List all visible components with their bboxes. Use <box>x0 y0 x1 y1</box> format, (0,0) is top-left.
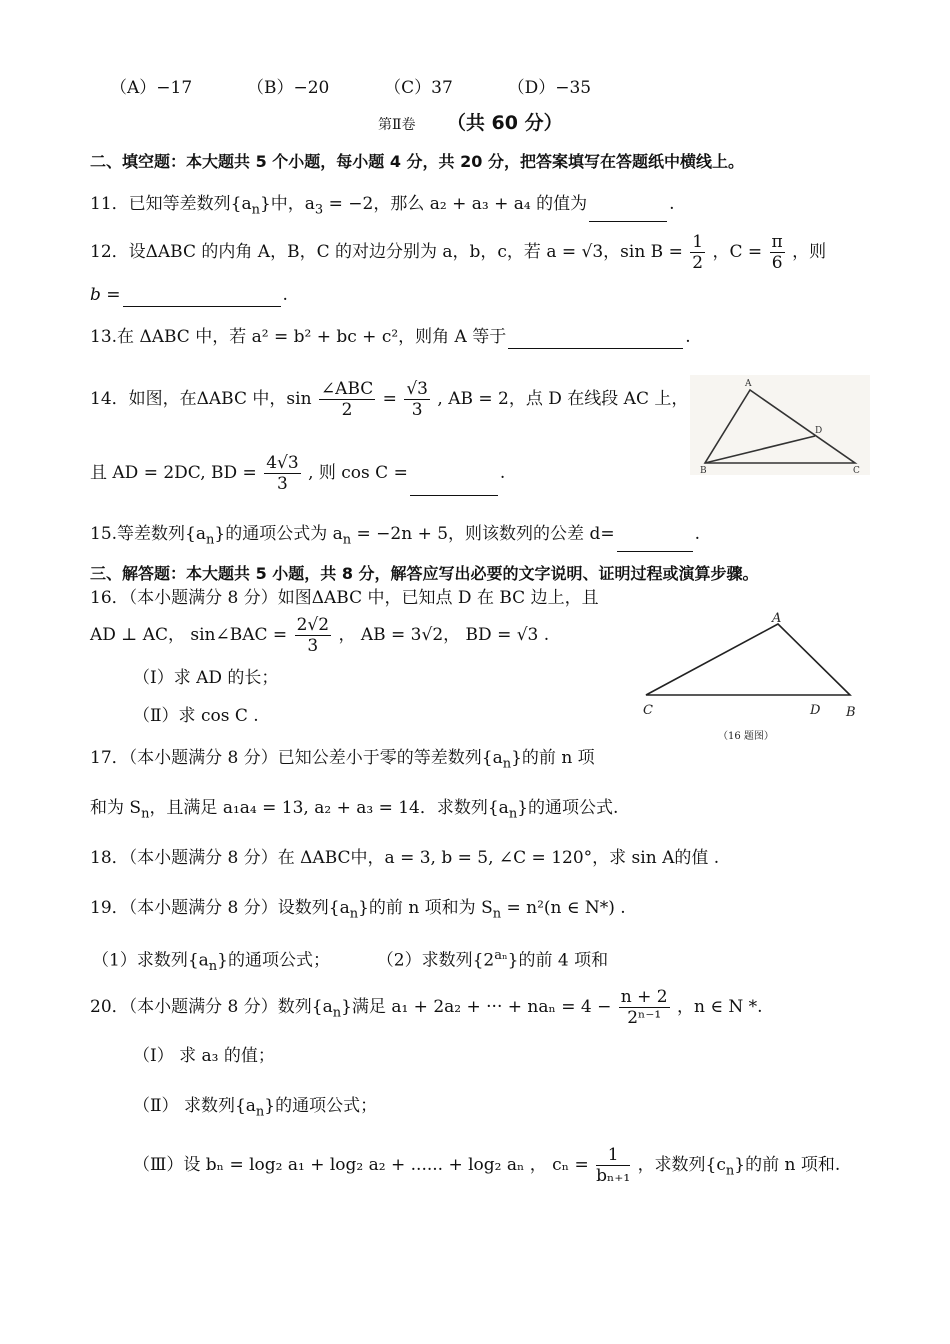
q20-part2-line <box>133 1094 377 1124</box>
q16-part2: （Ⅱ）求 cos C . <box>133 706 259 726</box>
q20-sub-3: n <box>725 1163 735 1179</box>
q20-part3-frac-den: bₙ₊₁ <box>596 1166 631 1186</box>
q13-text: 13.在 ΔABC 中，若 a² = b² + bc + c²，则角 A 等于 <box>90 327 507 347</box>
q12-end: . <box>282 285 288 305</box>
q17-sub-3: n <box>508 806 518 822</box>
q20-part3-c: }的前 n 项和. <box>734 1155 841 1175</box>
q10-options <box>110 76 591 100</box>
q20-frac <box>619 987 670 1028</box>
q14-label-a: A <box>745 379 752 389</box>
q20-line1: 20．（本小题满分 8 分）数列{a <box>90 997 333 1017</box>
q17-line1: 17．（本小题满分 8 分）已知公差小于零的等差数列{a <box>90 748 503 768</box>
q12-text-b: ，C = <box>712 242 763 262</box>
q17-sub: n <box>502 756 512 772</box>
question-13 <box>90 325 691 349</box>
q12-frac-2 <box>770 232 785 273</box>
q11-sub: n <box>251 202 260 218</box>
question-11 <box>90 192 674 222</box>
q19-sub-2: n <box>492 906 502 922</box>
q14-eq: = <box>382 389 397 409</box>
q14-end: . <box>499 463 506 483</box>
volume-points: （共 60 分） <box>446 112 563 134</box>
q17-sub-2: n <box>141 806 150 822</box>
q14-frac-1 <box>319 379 375 420</box>
q13-answer-blank[interactable] <box>508 330 683 349</box>
q14-label-c: C <box>853 466 860 475</box>
q20-part3: （Ⅲ）设 bₙ = log₂ a₁ + log₂ a₂ + ...... + log₂ aₙ ， cₙ = <box>133 1155 589 1175</box>
q14-frac-3 <box>264 453 300 494</box>
q20-part2: （Ⅱ） 求数列{a <box>133 1096 256 1116</box>
q16-triangle <box>646 624 850 695</box>
q14-line2: 且 AD = 2DC, BD = <box>90 463 257 483</box>
q12-frac1-den: 2 <box>692 253 704 273</box>
q16-frac-den: 3 <box>307 636 319 656</box>
q19-part2-exp: aₙ <box>494 948 508 963</box>
q12-answer-blank[interactable] <box>123 288 281 307</box>
q12-line2: b = <box>90 285 121 305</box>
q15-sub: n <box>206 532 215 548</box>
q14-frac2-num: √3 <box>406 379 428 399</box>
q14-frac2-den: 3 <box>411 400 423 420</box>
q20-sub-2: n <box>255 1104 265 1120</box>
q12-frac1-num: 1 <box>692 232 704 252</box>
volume-label: 第Ⅱ卷 <box>378 117 416 133</box>
option-c: （C）37 <box>384 78 453 98</box>
q16-line2-b: ， AB = 3√2， BD = √3 . <box>338 625 550 645</box>
q14-text: 14．如图，在ΔABC 中，sin <box>90 389 312 409</box>
q14-text-b: , AB = 2，点 D 在线段 AC 上， <box>437 389 689 409</box>
q19-line1-c: = n²(n ∈ N*) . <box>501 898 626 918</box>
q17-line1-b: }的前 n 项 <box>511 748 595 768</box>
q15-sub-2: n <box>342 532 352 548</box>
q16-frac <box>295 615 331 656</box>
question-18: 18．（本小题满分 8 分）在 ΔABC中，a = 3, b = 5, ∠C = 120°，求 sin A的值 . <box>90 848 720 868</box>
q13-end: . <box>685 327 691 347</box>
volume-title <box>378 111 563 137</box>
question-14 <box>90 376 688 422</box>
q11-answer-blank[interactable] <box>589 203 667 222</box>
q12-frac2-num: π <box>771 232 783 252</box>
q20-part2-b: }的通项公式； <box>264 1096 378 1116</box>
q20-part3-line <box>133 1142 840 1194</box>
q17-line2-c: }的通项公式. <box>517 798 619 818</box>
q11-text: 11．已知等差数列{a <box>90 194 252 214</box>
q16-label-a: A <box>772 612 782 626</box>
option-a: （A）−17 <box>110 78 193 98</box>
q16-caption: （16 题图） <box>718 731 774 742</box>
section2-title: 二、填空题：本大题共 5 个小题，每小题 4 分，共 20 分，把答案填写在答题纸中横线上。 <box>90 152 744 171</box>
q19-sub: n <box>349 906 359 922</box>
q19-part1-b: }的通项公式； <box>217 950 330 971</box>
q20-part3-frac <box>596 1145 630 1186</box>
option-b: （B）−20 <box>246 78 330 98</box>
q20-line1-b: }满足 a₁ + 2a₂ + ··· + naₙ = 4 − <box>341 997 612 1017</box>
q14-frac3-num: 4√3 <box>266 453 299 473</box>
q20-sub: n <box>332 1005 342 1021</box>
q16-triangle-figure <box>638 612 868 742</box>
q20-frac-den: 2ⁿ⁻¹ <box>627 1008 662 1028</box>
q20-part1: （Ⅰ） 求 a₃ 的值； <box>133 1046 275 1066</box>
q14-frac-2 <box>404 379 430 420</box>
question-14-line2 <box>90 450 505 496</box>
q16-label-d: D <box>810 703 821 718</box>
question-12-line2 <box>90 283 288 307</box>
q19-part1: （1）求数列{a <box>92 950 209 971</box>
q16-label-b: B <box>846 705 856 720</box>
q17-line2: 和为 S <box>90 798 142 818</box>
q16-frac-num: 2√2 <box>296 615 330 635</box>
q17-line2-b: ，且满足 a₁a₄ = 13, a₂ + a₃ = 14．求数列{a <box>149 798 509 818</box>
question-19-parts <box>92 944 608 979</box>
q20-line1-c: ，n ∈ N *. <box>677 997 763 1017</box>
q20-part3-b: ，求数列{c <box>637 1155 726 1175</box>
option-d: （D）−35 <box>507 78 592 98</box>
q11-text-c: = −2，那么 a₂ + a₃ + a₄ 的值为 <box>323 194 588 214</box>
question-12 <box>90 232 826 273</box>
q14-frac3-den: 3 <box>277 474 288 494</box>
q14-label-b: B <box>700 466 707 475</box>
q14-line2-b: , 则 cos C = <box>308 463 408 483</box>
q11-end: . <box>669 194 675 214</box>
q19-line1-b: }的前 n 项和为 S <box>358 898 493 918</box>
q15-answer-blank[interactable] <box>617 533 693 552</box>
q19-sub-3: n <box>208 959 218 975</box>
question-20 <box>90 985 763 1035</box>
question-17 <box>90 746 595 776</box>
q14-frac1-den: 2 <box>341 400 353 420</box>
section3-title: 三、解答题：本大题共 5 小题，共 8 分，解答应写出必要的文字说明、证明过程或演算步骤。 <box>90 564 759 583</box>
q14-answer-blank[interactable] <box>410 477 498 496</box>
q14-label-d: D <box>815 426 823 436</box>
q14-frac1-num: ∠ABC <box>320 379 374 399</box>
q15-text: 15.等差数列{a <box>90 524 206 544</box>
question-16: 16．（本小题满分 8 分）如图ΔABC 中，已知点 D 在 BC 边上，且 <box>90 588 599 608</box>
q15-text-b: }的通项公式为 a <box>214 524 343 544</box>
q14-triangle-figure <box>690 375 870 475</box>
q20-part3-frac-num: 1 <box>596 1145 630 1166</box>
q20-frac-num: n + 2 <box>620 987 668 1007</box>
q11-sub3: 3 <box>314 202 324 218</box>
question-17-line2 <box>90 796 618 826</box>
q12-frac-1 <box>690 232 705 273</box>
q16-line2: AD ⊥ AC， sin∠BAC = <box>90 625 288 645</box>
question-15 <box>90 522 700 552</box>
q19-line1: 19．（本小题满分 8 分）设数列{a <box>90 898 350 918</box>
q12-text-c: ，则 <box>792 242 827 262</box>
q16-label-c: C <box>643 703 653 718</box>
q12-text: 12．设ΔABC 的内角 A，B，C 的对边分别为 a，b，c，若 a = √3，sin B = <box>90 242 683 262</box>
question-16-line2 <box>90 612 549 658</box>
q15-end: . <box>694 524 700 544</box>
q19-part2: （2）求数列{2 <box>376 950 495 971</box>
q12-frac2-den: 6 <box>771 253 783 273</box>
q16-part1: （Ⅰ）求 AD 的长； <box>133 668 279 688</box>
question-19 <box>90 896 626 926</box>
q19-part2-b: }的前 4 项和 <box>507 950 609 971</box>
q15-text-c: = −2n + 5，则该数列的公差 d= <box>351 524 615 544</box>
q11-text-b: }中，a <box>259 194 315 214</box>
